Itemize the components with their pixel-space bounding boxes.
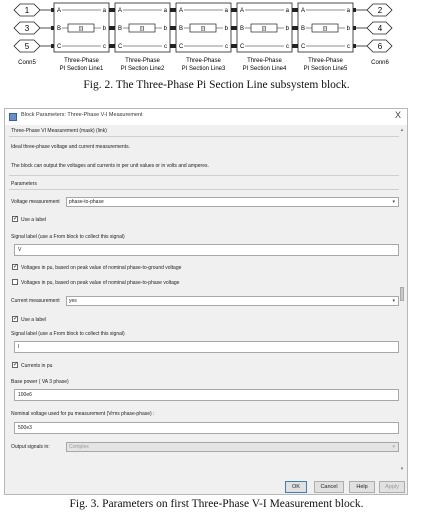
port-marker [51,44,54,48]
checkmark-icon: ✓ [13,316,19,322]
block-port-label: A [301,8,306,14]
figure-2-caption: Fig. 2. The Three-Phase Pi Section Line subsystem block. [83,79,350,91]
connection-port-number: 3 [24,24,30,33]
parameters-heading: Parameters [11,181,37,187]
dialog-content [9,126,399,471]
pi-symbol-icon: π [322,24,328,33]
port-marker [353,44,356,48]
divider [9,136,399,137]
block-port-label: C [301,44,306,50]
port-marker [292,8,295,12]
port-marker [353,26,356,30]
close-button[interactable]: X [394,110,401,120]
right-connector-label: Conn6 [371,60,389,66]
block-port-label: b [285,26,289,32]
nominal-voltage-label: Nominal voltage used for pu measurement (Vrms phase-phase) : [11,411,155,417]
port-marker [231,26,234,30]
port-marker [353,8,356,12]
block-port-label: B [240,26,245,32]
port-marker [112,8,115,12]
apply-button[interactable]: Apply [379,481,405,493]
block-label-line1: Three-Phase [125,58,160,64]
voltages-pu-ground-text: Voltages in pu, based on peak value of nominal phase-to-ground voltage [21,265,182,271]
divider [9,189,399,190]
block-port-label: a [285,8,289,14]
output-signals-select[interactable] [66,442,399,452]
connection-port-number: 6 [377,42,383,51]
port-marker [234,8,237,12]
block-port-label: b [102,26,106,32]
block-port-label: B [301,26,306,32]
block-label-line1: Three-Phase [247,58,282,64]
port-marker [173,8,176,12]
use-label-1-text: Use a label [21,217,47,223]
voltages-pu-phase-checkbox[interactable] [12,279,18,285]
currents-pu-checkbox[interactable] [12,362,18,368]
chevron-down-icon: ▾ [392,298,395,304]
use-label-2-checkbox[interactable] [12,316,18,322]
block-port-label: b [163,26,167,32]
scroll-down-icon[interactable]: ▾ [400,466,404,472]
figure-3-caption: Fig. 3. Parameters on first Three-Phase V-I Measurement block. [69,498,364,510]
mask-heading: Three-Phase VI Measurement (mask) (link) [11,128,107,134]
block-port-label: c [347,44,350,50]
help-button[interactable]: Help [349,481,375,493]
port-marker [51,26,54,30]
port-marker [170,8,173,12]
block-port-label: c [286,44,289,50]
voltage-measurement-value: phase-to-phase [69,199,104,205]
port-marker [231,8,234,12]
block-port-label: c [103,44,106,50]
block-port-label: C [118,44,123,50]
pi-symbol-icon: π [78,24,84,33]
use-label-1-checkbox[interactable] [12,216,18,222]
voltages-pu-ground-checkbox[interactable] [12,264,18,270]
voltages-pu-phase-text: Voltages in pu, based on peak value of nominal phase-to-phase voltage [21,280,180,286]
block-label-line1: Three-Phase [186,58,221,64]
block-port-label: a [224,8,228,14]
block-label-line2: PI Section Line5 [303,66,348,72]
block-port-label: B [179,26,184,32]
use-label-2-text: Use a label [21,317,47,323]
current-measurement-label: Current measurement [11,298,60,304]
block-label-line2: PI Section Line4 [242,66,287,72]
block-port-label: b [224,26,228,32]
block-port-label: B [118,26,123,32]
connection-port-number: 4 [377,24,383,33]
port-marker [170,26,173,30]
port-marker [112,44,115,48]
cancel-button[interactable]: Cancel [314,481,344,493]
scroll-up-icon[interactable]: ▴ [400,127,404,133]
vertical-scrollbar[interactable] [399,127,405,472]
current-measurement-select[interactable] [66,296,399,306]
port-marker [170,44,173,48]
left-connector-label: Conn5 [18,60,36,66]
block-port-label: a [163,8,167,14]
block-port-label: c [164,44,167,50]
port-marker [292,44,295,48]
chevron-down-icon: ▾ [392,444,395,450]
pi-symbol-icon: π [261,24,267,33]
current-measurement-value: yes [69,298,77,304]
block-label-line2: PI Section Line3 [181,66,226,72]
currents-pu-text: Currents in pu [21,363,53,369]
block-port-label: c [225,44,228,50]
block-port-label: b [346,26,350,32]
signal-label-2-text: Signal label (use a From block to collect this signal) [11,331,125,337]
block-port-label: a [346,8,350,14]
voltage-measurement-label: Voltage measurement [11,199,60,205]
port-marker [109,44,112,48]
block-port-label: A [179,8,184,14]
signal-label-1-text: Signal label (use a From block to collect this signal) [11,234,125,240]
nominal-voltage-input[interactable]: 500e3 [14,422,399,434]
block-label-line2: PI Section Line1 [59,66,104,72]
block-label-line1: Three-Phase [64,58,99,64]
connection-port-number: 1 [24,6,30,15]
pi-symbol-icon: π [139,24,145,33]
signal-label-2-input[interactable]: I [14,341,399,353]
pi-symbol-icon: π [200,24,206,33]
block-parameters-dialog [4,108,408,495]
dialog-titlebar [5,109,407,125]
block-port-label: C [240,44,245,50]
port-marker [51,8,54,12]
signal-label-1-input[interactable]: V [14,244,399,256]
port-marker [295,26,298,30]
port-marker [173,26,176,30]
dialog-title: Block Parameters: Three-Phase V-I Measurement [21,112,143,118]
output-signals-value: Complex [69,444,89,450]
connection-port-number: 2 [377,6,383,15]
port-marker [234,26,237,30]
block-port-label: A [57,8,62,14]
block-label-line1: Three-Phase [308,58,343,64]
port-marker [292,26,295,30]
port-marker [295,8,298,12]
port-marker [112,26,115,30]
scrollbar-thumb[interactable] [400,287,404,301]
port-marker [173,44,176,48]
simulink-block-icon [9,113,17,121]
dialog-button-bar [5,478,407,494]
block-port-label: A [118,8,123,14]
block-label-line2: PI Section Line2 [120,66,165,72]
connection-port-number: 5 [24,42,30,51]
port-marker [109,8,112,12]
block-port-label: A [240,8,245,14]
divider [9,175,399,176]
base-power-label: Base power ( VA 3 phase) [11,379,69,385]
ok-button[interactable]: OK [285,481,307,493]
port-marker [234,44,237,48]
chevron-down-icon: ▾ [392,199,395,205]
port-marker [231,44,234,48]
block-port-label: C [179,44,184,50]
block-port-label: C [57,44,62,50]
pi-section-line-diagram [0,0,433,76]
output-signals-label: Output signals in: [11,444,50,450]
checkmark-icon: ✓ [13,264,19,270]
block-port-label: a [102,8,106,14]
port-marker [109,26,112,30]
description-line-2: The block can output the voltages and currents in per unit values or in volts and amperes. [11,163,209,169]
block-port-label: B [57,26,62,32]
checkmark-icon: ✓ [13,216,19,222]
checkmark-icon: ✓ [13,362,19,368]
port-marker [295,44,298,48]
voltage-measurement-select[interactable] [66,197,399,207]
description-line-1: Ideal three-phase voltage and current measurements. [11,144,130,150]
base-power-input[interactable]: 100e6 [14,389,399,401]
